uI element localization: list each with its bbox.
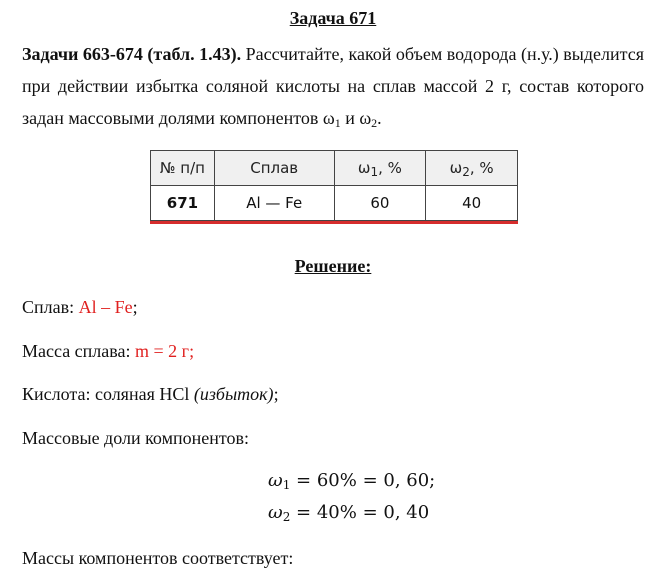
alloy-line xyxy=(22,297,138,318)
task-text-part2: и ω xyxy=(340,108,372,128)
cell-w2: 40 xyxy=(426,186,518,221)
task-text-part1: Рассчитайте, какой объем водорода (н.у.) выделится при действии избытка соляной кислоты на сплав массой 2 г, состав которого задан массовыми долями компонентов ω xyxy=(22,44,644,128)
acid-label: Кислота: соляная HCl xyxy=(22,384,194,404)
cut-off-line: Массы компонентов соответствует: xyxy=(22,548,294,568)
header-alloy: Сплав xyxy=(214,151,334,186)
task-w2-sub: 2 xyxy=(371,116,378,130)
data-table xyxy=(150,150,518,221)
alloy-end: ; xyxy=(132,297,138,317)
data-table-wrap xyxy=(150,150,518,224)
formula-w2-sub: 2 xyxy=(282,510,291,524)
formula-w1 xyxy=(268,470,435,491)
acid-end: ; xyxy=(273,384,279,404)
fractions-label: Массовые доли компонентов: xyxy=(22,428,249,448)
header-w1-sub: 1 xyxy=(370,165,379,179)
task-text-end: . xyxy=(377,108,382,128)
table-red-underline xyxy=(150,221,518,224)
header-w1-symbol: ω xyxy=(357,159,371,177)
task-w1-sub: 1 xyxy=(334,116,341,130)
formula-w1-rest: = 60% = 0, 60; xyxy=(290,470,436,491)
header-w1 xyxy=(334,151,426,186)
formula-w2-symbol: ω xyxy=(268,502,283,523)
mass-label: Масса сплава: xyxy=(22,341,136,361)
alloy-label: Сплав: xyxy=(22,297,79,317)
header-w2-unit: , % xyxy=(469,159,494,177)
solution-title: Решение: xyxy=(294,256,372,276)
header-w2-sub: 2 xyxy=(462,165,470,179)
header-w2-symbol: ω xyxy=(449,159,463,177)
cell-alloy: Al — Fe xyxy=(214,186,334,221)
formula-w1-symbol: ω xyxy=(268,470,283,491)
header-num: № п/п xyxy=(151,151,215,186)
cell-w1: 60 xyxy=(334,186,426,221)
acid-note: (избыток) xyxy=(193,384,274,404)
alloy-value: Al – Fe xyxy=(78,297,133,317)
header-w2 xyxy=(426,151,518,186)
formula-w2 xyxy=(268,502,429,523)
task-lead: Задачи 663-674 (табл. 1.43). xyxy=(22,44,242,64)
cell-num: 671 xyxy=(151,186,215,221)
mass-value: m = 2 г; xyxy=(135,341,195,361)
acid-line xyxy=(22,384,279,405)
table-row xyxy=(151,186,518,221)
formula-w1-sub: 1 xyxy=(282,478,291,492)
table-header-row xyxy=(151,151,518,186)
task-statement xyxy=(22,38,644,134)
header-w1-unit: , % xyxy=(378,159,402,177)
task-title: Задача 671 xyxy=(289,8,377,28)
formula-w2-rest: = 40% = 0, 40 xyxy=(290,502,430,523)
mass-line xyxy=(22,341,194,362)
